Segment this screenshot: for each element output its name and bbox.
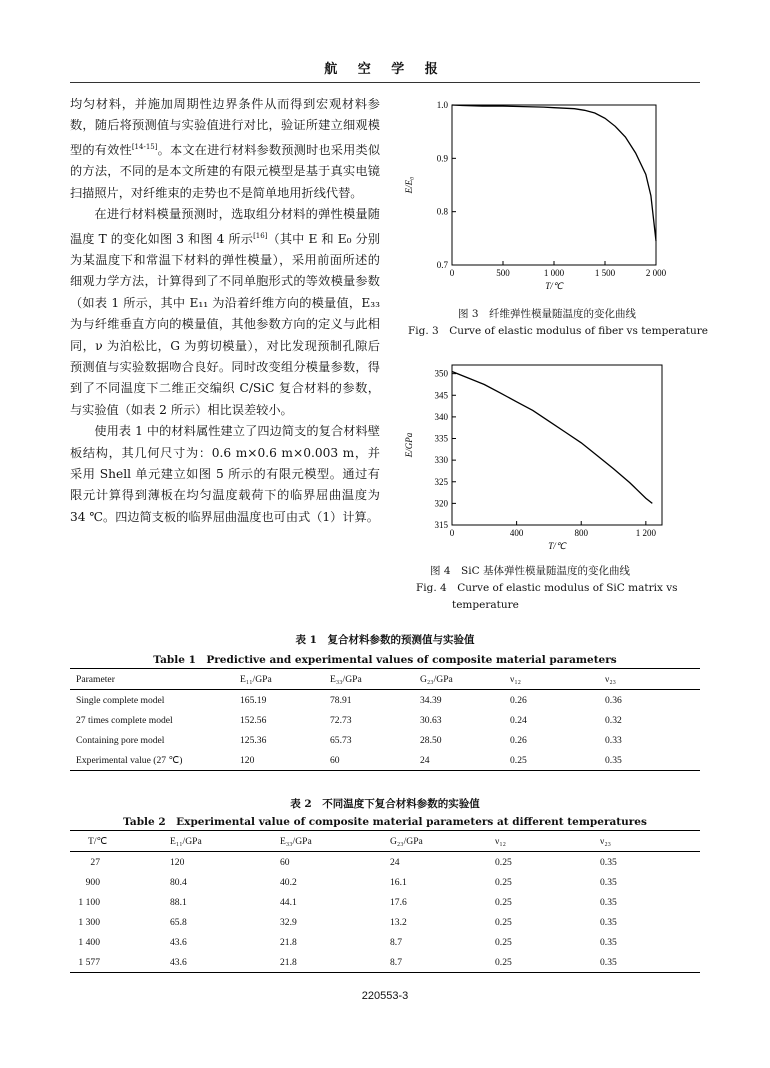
table-row xyxy=(70,750,700,771)
figure-4-chart xyxy=(400,360,700,555)
y-tick-label: 0.9 xyxy=(436,153,448,164)
table-1 xyxy=(70,668,700,771)
y-tick-label: 320 xyxy=(434,498,448,509)
table-cell: 0.35 xyxy=(600,856,617,868)
table-cell: 72.73 xyxy=(330,714,352,726)
y-tick-label: 1.0 xyxy=(436,100,448,110)
x-tick-label: 400 xyxy=(509,528,524,538)
y-axis-label: E/GPa xyxy=(404,432,414,458)
y-axis-label: E/E₀ xyxy=(404,176,414,194)
y-tick-label: 350 xyxy=(434,368,448,379)
table-2-header-4: ν₁₂ xyxy=(495,835,507,847)
table-cell: 120 xyxy=(170,856,185,868)
table-cell: 0.25 xyxy=(495,956,512,968)
figure-3 xyxy=(400,100,700,299)
table-cell: 0.25 xyxy=(510,754,527,766)
table-row xyxy=(70,932,700,952)
table-cell: 0.36 xyxy=(605,694,622,706)
table-cell: 30.63 xyxy=(420,714,442,726)
page-number: 220553-3 xyxy=(361,990,409,1002)
table-cell: 0.25 xyxy=(495,916,512,928)
table-cell: 32.9 xyxy=(280,916,297,928)
table-cell: 60 xyxy=(280,856,290,868)
table-1-header-3: G₂₃/GPa xyxy=(420,673,453,685)
paragraph-2-text: 在进行材料模量预测时，选取组分材料的弹性模量随温度 T 的变化如图 3 和图 4 所示 xyxy=(70,207,380,246)
table-1-header-2: E₃₃/GPa xyxy=(330,673,362,685)
table-cell: 34.39 xyxy=(420,694,442,706)
table-row xyxy=(70,730,700,750)
y-tick-label: 335 xyxy=(434,433,448,444)
table-cell: 17.6 xyxy=(390,896,407,908)
x-tick-label: 1 500 xyxy=(594,268,616,278)
x-tick-label: 0 xyxy=(449,528,455,538)
table-row xyxy=(70,690,700,711)
table-1-header-0: Parameter xyxy=(76,673,115,685)
citation-ref: [14-15] xyxy=(131,142,158,151)
table-cell: 0.26 xyxy=(510,694,527,706)
table-row xyxy=(70,952,700,973)
figure-3-caption-en: Fig. 3 Curve of elastic modulus of fiber vs temperature xyxy=(408,325,709,337)
table-2-header-5: ν₂₃ xyxy=(600,835,612,847)
table-2-title-en: Table 2 Experimental value of composite material parameters at different temperatures xyxy=(123,816,647,828)
table-cell: 28.50 xyxy=(420,734,442,746)
x-tick-label: 1 000 xyxy=(543,268,565,278)
table-cell: 65.73 xyxy=(330,734,352,746)
table-1-header-4: ν₁₂ xyxy=(510,673,522,685)
table-cell: 80.4 xyxy=(170,876,187,888)
paragraph-3: 使用表 1 中的材料属性建立了四边简支的复合材料壁板结构，其几何尺寸为：0.6 m×0.6 m×0.003 m，并采用 Shell 单元建立如图 5 所示的有限元模型。通过有限元计算得到薄板在均匀温度载荷下的临界屈曲温度为 34 ℃。四边简支板的临界屈曲温度也可由式（1）计算。 xyxy=(70,424,380,524)
table-cell: 65.8 xyxy=(170,916,187,928)
data-series-line xyxy=(452,105,656,241)
table-cell: Containing pore model xyxy=(76,734,165,746)
x-tick-label: 500 xyxy=(496,268,510,278)
table-cell: 1 577 xyxy=(78,956,100,968)
table-cell: 43.6 xyxy=(170,936,187,948)
table-row xyxy=(70,912,700,932)
table-cell: 13.2 xyxy=(390,916,407,928)
table-cell: 0.35 xyxy=(600,956,617,968)
table-cell: 0.25 xyxy=(495,896,512,908)
figure-4-caption-en-2: temperature xyxy=(452,599,519,611)
table-2 xyxy=(70,830,700,973)
table-row xyxy=(70,872,700,892)
table-cell: Single complete model xyxy=(76,694,165,706)
table-cell: 1 100 xyxy=(78,896,100,908)
data-series-line xyxy=(452,372,652,504)
journal-header: 航 空 学 报 xyxy=(70,60,700,83)
table-1-title-en: Table 1 Predictive and experimental values of composite material parameters xyxy=(153,654,617,666)
table-cell: 8.7 xyxy=(390,936,402,948)
table-cell: 60 xyxy=(330,754,340,766)
body-text xyxy=(70,94,380,528)
figure-4-caption-en: Fig. 4 Curve of elastic modulus of SiC matrix vs xyxy=(416,582,678,594)
table-cell: 0.33 xyxy=(605,734,622,746)
table-cell: Experimental value (27 ℃) xyxy=(76,754,183,766)
table-cell: 0.32 xyxy=(605,714,622,726)
table-cell: 0.35 xyxy=(600,876,617,888)
y-tick-label: 0.8 xyxy=(436,206,448,217)
table-cell: 44.1 xyxy=(280,896,297,908)
table-cell: 0.26 xyxy=(510,734,527,746)
table-2-header-1: E₁₁/GPa xyxy=(170,835,202,847)
table-cell: 88.1 xyxy=(170,896,187,908)
table-row xyxy=(70,710,700,730)
table-1-title-cn: 表 1 复合材料参数的预测值与实验值 xyxy=(295,634,475,646)
table-2-title-cn: 表 2 不同温度下复合材料参数的实验值 xyxy=(290,798,480,810)
table-cell: 165.19 xyxy=(240,694,267,706)
figure-3-chart xyxy=(400,100,700,295)
table-cell: 1 300 xyxy=(78,916,100,928)
table-row xyxy=(70,852,700,873)
table-cell: 1 400 xyxy=(78,936,100,948)
table-cell: 21.8 xyxy=(280,936,297,948)
table-2-header-3: G₂₃/GPa xyxy=(390,835,423,847)
table-cell: 24 xyxy=(420,754,430,766)
x-axis-label: T/℃ xyxy=(548,541,566,551)
table-cell: 0.35 xyxy=(600,936,617,948)
table-cell: 27 times complete model xyxy=(76,714,173,726)
table-cell: 8.7 xyxy=(390,956,402,968)
table-cell: 40.2 xyxy=(280,876,297,888)
y-tick-label: 345 xyxy=(434,390,448,401)
paragraph-2 xyxy=(70,204,380,421)
table-cell: 0.35 xyxy=(600,916,617,928)
table-cell: 125.36 xyxy=(240,734,267,746)
table-cell: 43.6 xyxy=(170,956,187,968)
table-cell: 0.25 xyxy=(495,876,512,888)
x-tick-label: 800 xyxy=(574,528,588,538)
table-row xyxy=(70,892,700,912)
table-cell: 0.25 xyxy=(495,936,512,948)
table-cell: 78.91 xyxy=(330,694,352,706)
plot-frame xyxy=(452,365,662,525)
plot-frame xyxy=(452,105,656,265)
table-1-header-5: ν₂₃ xyxy=(605,673,617,685)
paragraph-1-text-b: 。本文在进行材料参数预测时也采用类似的方法，不同的是本文所建的有限元模型是基于真实电镜扫描照片，对纤维束的走势也不是简单地用折线代替。 xyxy=(70,142,381,200)
x-tick-label: 2 000 xyxy=(645,268,667,278)
table-cell: 0.35 xyxy=(600,896,617,908)
y-tick-label: 325 xyxy=(434,476,448,487)
paragraph-2-text-b: （其中 E 和 E₀ 分别为某温度下和常温下材料的弹性模量），采用前面所述的细观力学方法，计算得到了不同单胞形式的等效模量参数（如表 1 所示，其中 E₁₁ 为沿着纤维方向的模量值，E₃₃ 为与纤维垂直方向的模量值，其他参数方向的定义与此相同，ν 为泊松比，G 为剪切模量），对比发现预制孔隙后预测值与实验数据吻合良好。同时改变组分模量参数，得到了不同温度下二维正交编织 C/SiC 复合材料的参数，与实验值（如表 2 所示）相比误差较小。 xyxy=(70,231,380,417)
y-tick-label: 340 xyxy=(434,411,448,422)
table-cell: 0.24 xyxy=(510,714,527,726)
table-2-header-2: E₃₃/GPa xyxy=(280,835,312,847)
table-cell: 120 xyxy=(240,754,255,766)
table-cell: 900 xyxy=(85,876,100,888)
x-axis-label: T/℃ xyxy=(545,281,563,291)
figure-4 xyxy=(400,360,700,559)
paragraph-1 xyxy=(70,94,380,204)
y-tick-label: 0.7 xyxy=(436,260,448,270)
y-tick-label: 315 xyxy=(434,520,448,530)
x-tick-label: 1 200 xyxy=(635,528,656,538)
table-cell: 0.35 xyxy=(605,754,622,766)
paragraph-1-text: 均匀材料，并施加周期性边界条件从而得到宏观材料参数，随后将预测值与实验值进行对比，验证所建立细观模型的有效性 xyxy=(70,97,380,157)
y-tick-label: 330 xyxy=(434,455,448,466)
figure-3-caption-cn: 图 3 纤维弹性模量随温度的变化曲线 xyxy=(458,308,637,320)
citation-ref: [16] xyxy=(253,231,268,240)
table-cell: 24 xyxy=(390,856,400,868)
table-2-header-0: T/℃ xyxy=(88,835,108,847)
table-cell: 27 xyxy=(90,856,100,868)
table-cell: 0.25 xyxy=(495,856,512,868)
table-cell: 16.1 xyxy=(390,876,407,888)
x-tick-label: 0 xyxy=(449,268,455,278)
table-1-header-1: E₁₁/GPa xyxy=(240,673,272,685)
table-cell: 21.8 xyxy=(280,956,297,968)
table-cell: 152.56 xyxy=(240,714,267,726)
figure-4-caption-cn: 图 4 SiC 基体弹性模量随温度的变化曲线 xyxy=(430,565,630,577)
